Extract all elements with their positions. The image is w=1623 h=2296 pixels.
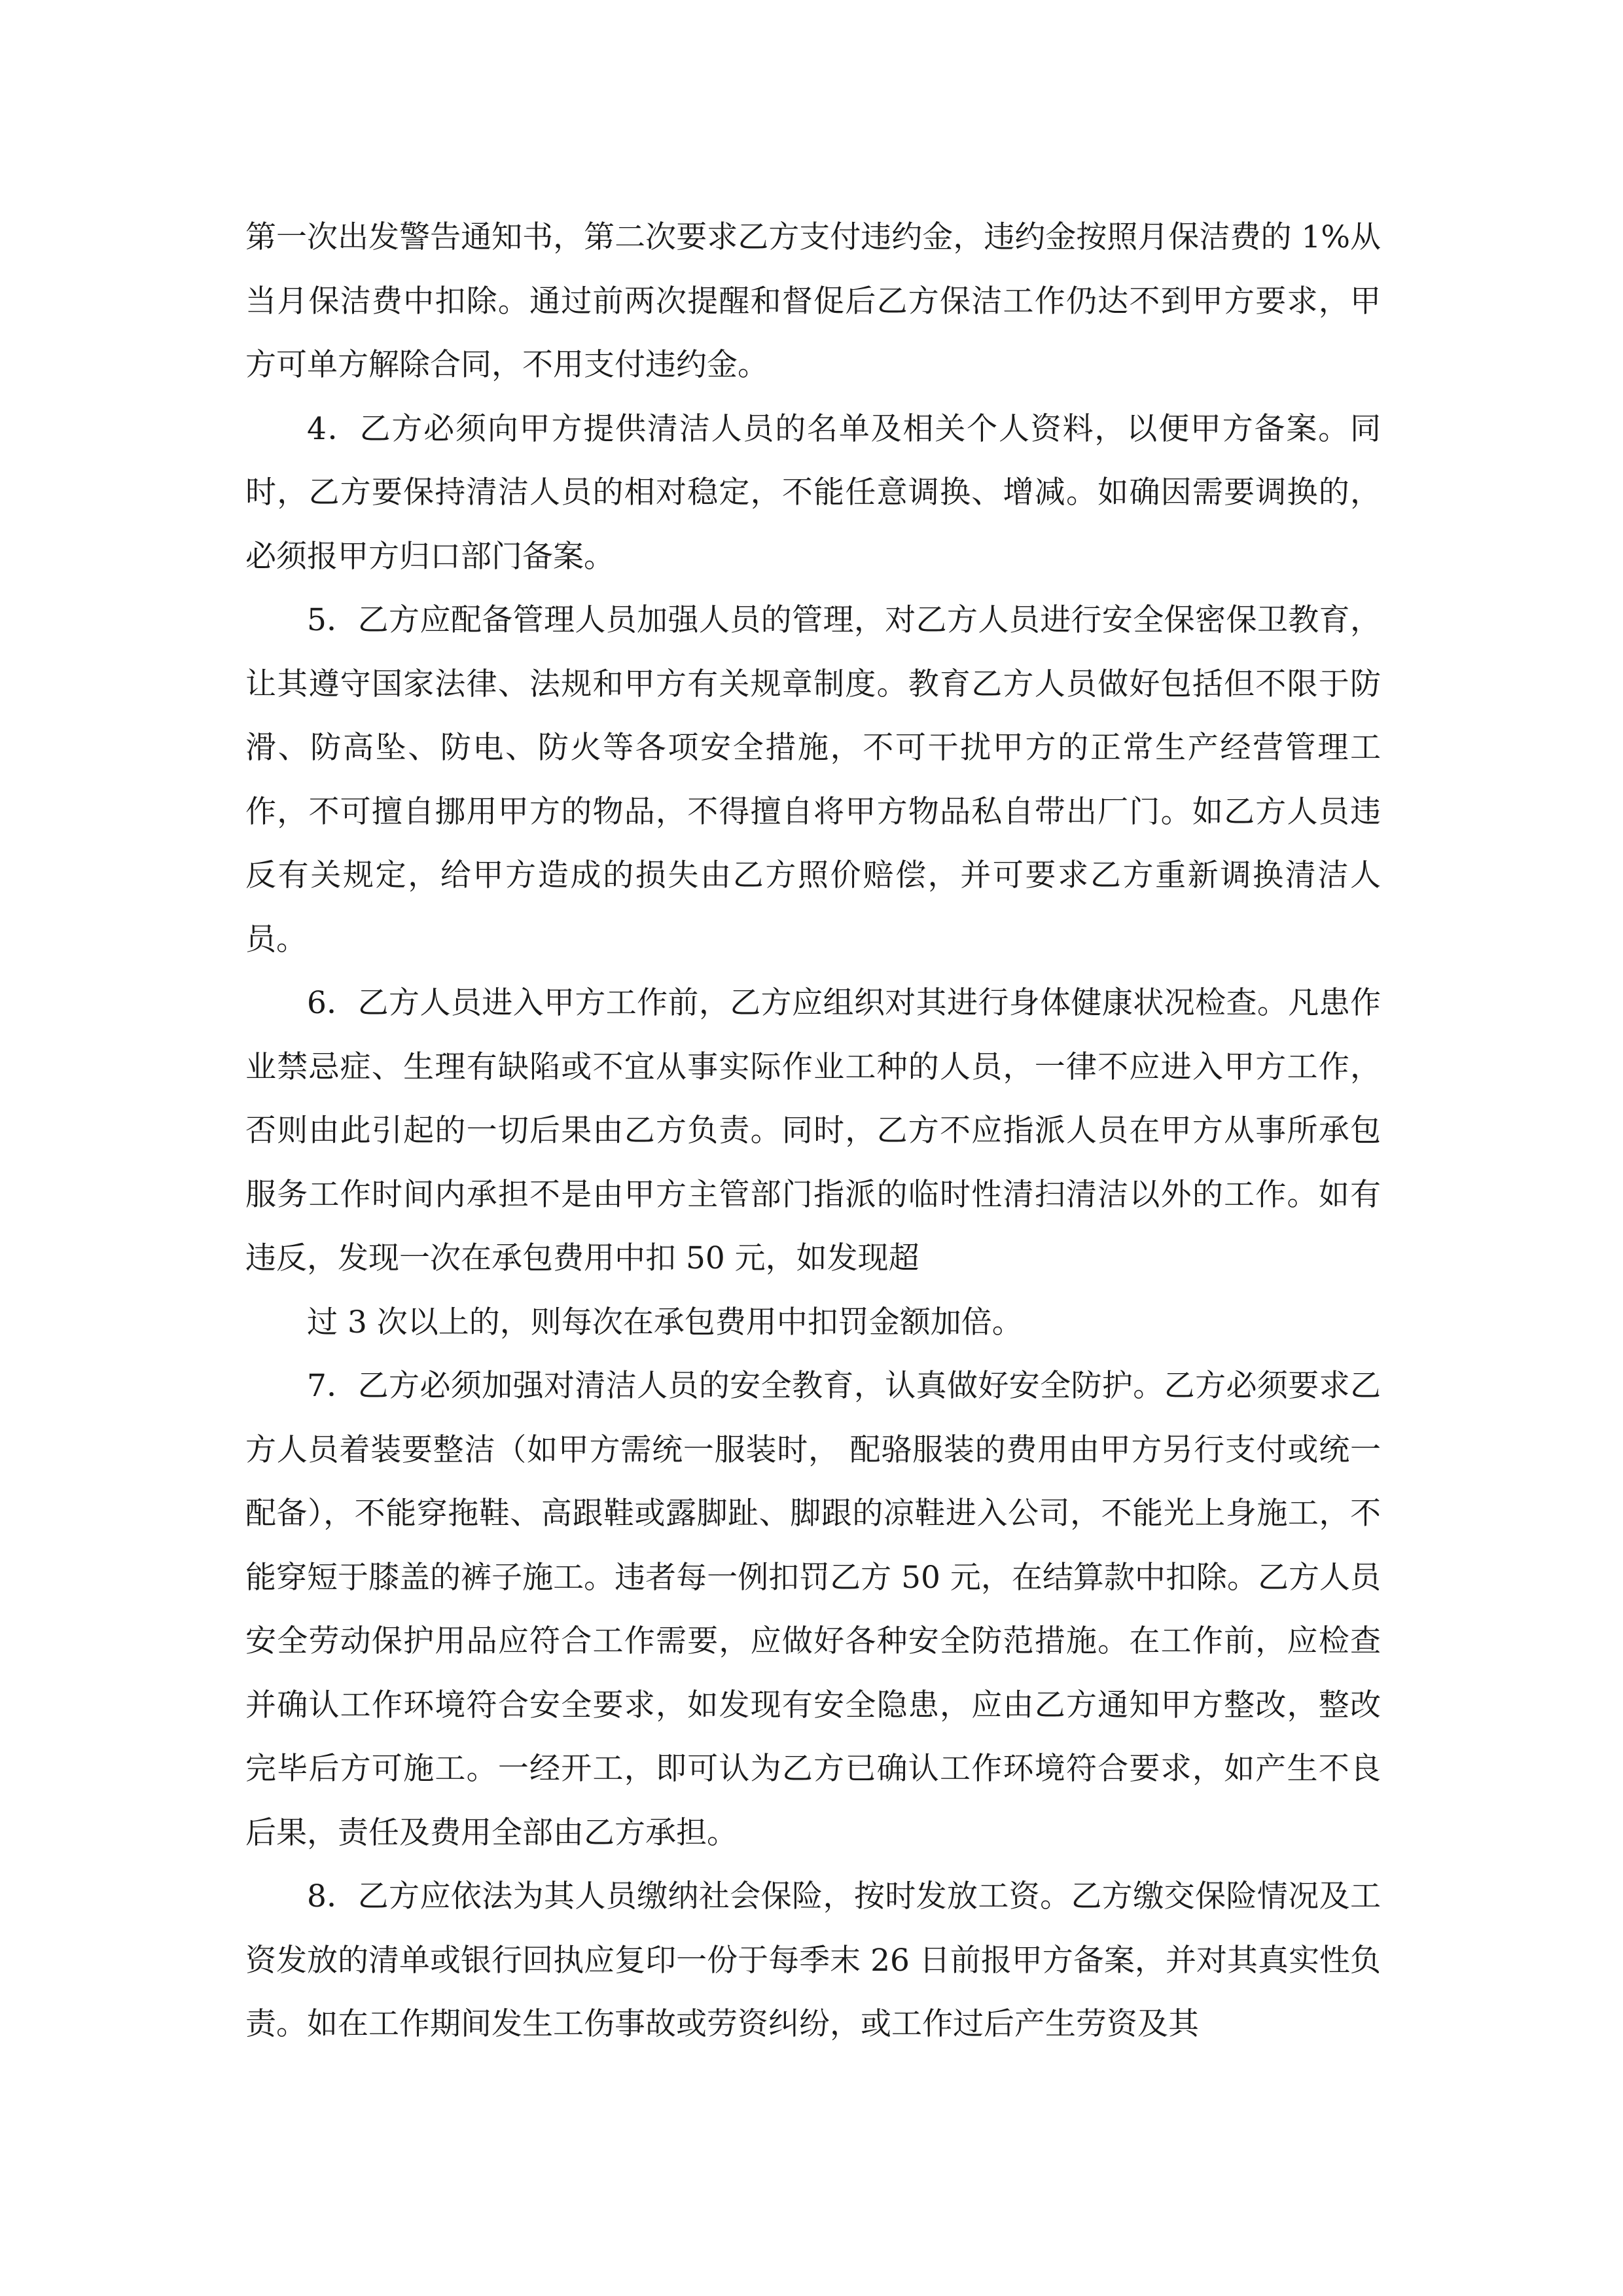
paragraph-item-6-continuation: 过 3 次以上的，则每次在承包费用中扣罚金额加倍。 <box>307 1304 1023 1340</box>
paragraph-item-8: 8．乙方应依法为其人员缴纳社会保险，按时发放工资。乙方缴交保险情况及工资发放的清单或银行回执应复印一份于每季末 26 日前报甲方备案，并对其真实性负责。如在工作期间发生工伤事故或劳资纠纷，或工作过后产生劳资及其 <box>245 1878 1381 2042</box>
paragraph-item-5: 5．乙方应配备管理人员加强人员的管理，对乙方人员进行安全保密保卫教育，让其遵守国家法律、法规和甲方有关规章制度。教育乙方人员做好包括但不限于防滑、防高坠、防电、防火等各项安全措施，不可干扰甲方的正常生产经营管理工作，不可擅自挪用甲方的物品，不得擅自将甲方物品私自带出厂门。如乙方人员违反有关规定，给甲方造成的损失由乙方照价赔偿，并可要求乙方重新调换清洁人员。 <box>245 602 1381 958</box>
paragraph-penalty-continuation: 第一次出发警告通知书，第二次要求乙方支付违约金，违约金按照月保洁费的 1%从当月保洁费中扣除。通过前两次提醒和督促后乙方保洁工作仍达不到甲方要求，甲方可单方解除合同，不用支付违约金。 <box>245 219 1381 383</box>
paragraph-item-6: 6．乙方人员进入甲方工作前，乙方应组织对其进行身体健康状况检查。凡患作业禁忌症、生理有缺陷或不宜从事实际作业工种的人员，一律不应进入甲方工作，否则由此引起的一切后果由乙方负责。同时，乙方不应指派人员在甲方从事所承包服务工作时间内承担不是由甲方主管部门指派的临时性清扫清洁以外的工作。如有违反，发现一次在承包费用中扣 50 元，如发现超 <box>245 985 1381 1276</box>
paragraph-item-7: 7．乙方必须加强对清洁人员的安全教育，认真做好安全防护。乙方必须要求乙方人员着装要整洁（如甲方需统一服装时， 配骆服装的费用由甲方另行支付或统一配备），不能穿拖鞋、高跟鞋或露脚趾、脚跟的凉鞋进入公司，不能光上身施工，不能穿短于膝盖的裤子施工。违者每一例扣罚乙方 50 元，在结算款中扣除。乙方人员安全劳动保护用品应符合工作需要，应做好各种安全防范措施。在工作前，应检查并确认工作环境符合安全要求，如发现有安全隐患，应由乙方通知甲方整改，整改完毕后方可施工。一经开工，即可认为乙方已确认工作环境符合要求，如产生不良后果，责任及费用全部由乙方承担。 <box>245 1368 1381 1851</box>
document-body <box>245 206 1381 2056</box>
paragraph-item-4: 4．乙方必须向甲方提供清洁人员的名单及相关个人资料，以便甲方备案。同时，乙方要保持清洁人员的相对稳定，不能任意调换、增减。如确因需要调换的，必须报甲方归口部门备案。 <box>245 410 1381 575</box>
